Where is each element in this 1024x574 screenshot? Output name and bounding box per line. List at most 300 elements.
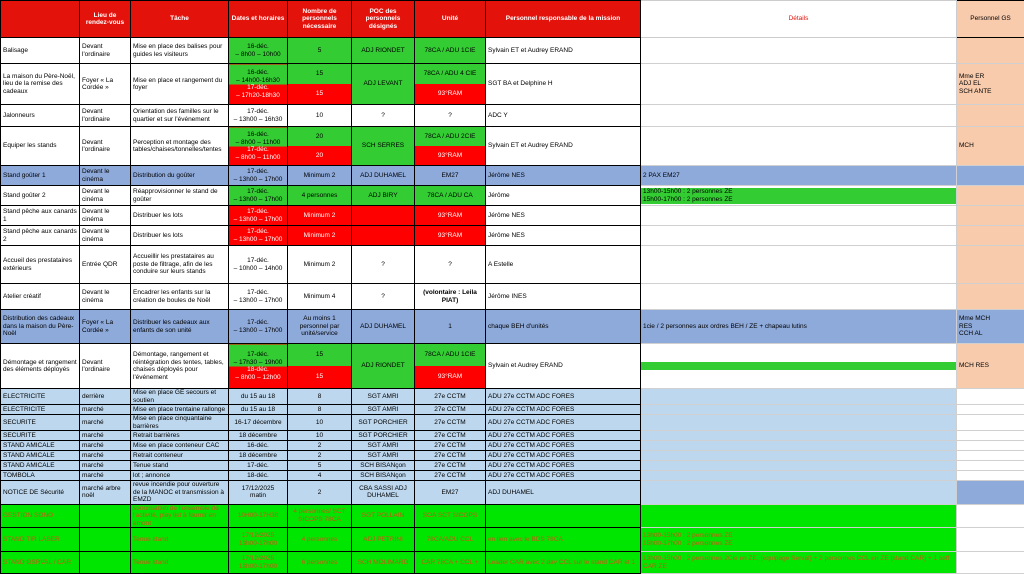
cell-unite[interactable]: ? (415, 246, 486, 284)
header-poc: POC des personnels désignés (352, 1, 415, 38)
cell-poc[interactable]: SCH SERRES (352, 127, 415, 166)
cell-dates[interactable] (229, 127, 288, 166)
cell-lieu[interactable]: Devant l'ordinaire (80, 127, 131, 166)
cell-dates[interactable] (229, 471, 288, 481)
cell-dates[interactable] (229, 441, 288, 451)
cell-dates[interactable] (229, 226, 288, 246)
cell-lieu[interactable]: marché (80, 405, 131, 415)
cell-tache[interactable]: Distribution du goûter (131, 166, 229, 186)
cell-personnel-gs[interactable] (957, 127, 1024, 166)
cell-poc[interactable]: ADJ RIONDET (352, 38, 415, 64)
date-line: 17-déc. (231, 84, 285, 92)
cell-unite[interactable]: 27e CCTM (415, 441, 486, 451)
cell-nombre[interactable]: 6 personnes (288, 552, 352, 574)
date-line: – 17h20-18h30 (231, 92, 285, 100)
date-line: 16-déc. (231, 442, 285, 450)
cell-nombre[interactable]: Minimum 2 (288, 206, 352, 226)
unite-part: 93°RAM (415, 84, 485, 104)
cell-lieu[interactable]: marché (80, 451, 131, 461)
date-line: 16-déc. (231, 131, 285, 139)
details-line (641, 406, 956, 414)
cell-mission-name[interactable]: Stand goûter 2 (1, 186, 80, 206)
cell-poc[interactable]: SCH MOLIMARD (352, 552, 415, 574)
date-line: 17-déc. (231, 168, 285, 176)
cell-dates[interactable] (229, 389, 288, 405)
cell-personnel-gs[interactable] (957, 504, 1024, 528)
details-line (641, 393, 956, 401)
cell-personnel-gs[interactable] (957, 552, 1024, 574)
header-name (1, 1, 80, 38)
cell-nombre[interactable] (288, 64, 352, 105)
cell-poc[interactable] (352, 226, 415, 246)
cell-details[interactable] (641, 441, 957, 451)
cell-mission-name[interactable]: STAND GSRVAL / CAR (1, 552, 80, 574)
cell-tache[interactable]: Retrait barrières (131, 431, 229, 441)
cell-mission-name[interactable]: Accueil des prestataires extérieurs (1, 246, 80, 284)
cell-details[interactable] (641, 504, 957, 528)
details-line: 15h00-17h00 : 2 personnes ZE (641, 540, 956, 548)
cell-personnel-gs[interactable] (957, 246, 1024, 284)
cell-lieu[interactable]: marché (80, 441, 131, 451)
cell-lieu[interactable]: Devant le cinéma (80, 284, 131, 310)
cell-responsable[interactable]: ADU 27e CCTM ADC FORES (486, 461, 641, 471)
cell-personnel-gs[interactable] (957, 226, 1024, 246)
table-row (1, 127, 1024, 166)
cell-tache[interactable]: Mise en place et rangement du foyer (131, 64, 229, 105)
date-line: 17/12/2025 (231, 485, 285, 493)
details-line: 15h00-17h00 : 2 personnes ZE (641, 196, 956, 204)
cell-responsable[interactable]: SGT BA et Delphine H (486, 64, 641, 105)
cell-details[interactable] (641, 310, 957, 344)
cell-poc[interactable]: SGT POLLAIN (352, 504, 415, 528)
details-line (641, 432, 956, 440)
cell-responsable[interactable]: ADU 27e CCTM ADC FORES (486, 415, 641, 431)
cell-personnel-gs[interactable] (957, 441, 1024, 451)
cell-mission-name[interactable]: Atelier créatif (1, 284, 80, 310)
cell-unite[interactable]: EM27 (415, 166, 486, 186)
cell-nombre[interactable]: 2 (288, 451, 352, 461)
cell-details[interactable] (641, 206, 957, 226)
cell-details[interactable] (641, 481, 957, 505)
cell-lieu[interactable]: marché (80, 415, 131, 431)
table-row (1, 105, 1024, 127)
cell-details[interactable] (641, 451, 957, 461)
details-line (641, 488, 956, 496)
cell-unite[interactable]: 93°RAM (415, 226, 486, 246)
header-nombre: Nombre de personnels nécessaire (288, 1, 352, 38)
cell-unite[interactable]: 78CA / ADU CA (415, 186, 486, 206)
header-unite: Unité (415, 1, 486, 38)
nombre-part: 15 (288, 366, 351, 388)
cell-tache[interactable]: Encadrer les enfants sur la création de boules de Noël (131, 284, 229, 310)
cell-tache[interactable]: Mise en place GE secours et soutien (131, 389, 229, 405)
cell-nombre[interactable]: 10 (288, 415, 352, 431)
cell-responsable[interactable] (486, 504, 641, 528)
cell-mission-name[interactable]: GESTION SONO (1, 504, 80, 528)
table-row (1, 451, 1024, 461)
cell-nombre[interactable] (288, 127, 352, 166)
gs-line: MCH RES (959, 362, 1022, 370)
cell-personnel-gs[interactable] (957, 431, 1024, 441)
cell-tache[interactable]: Tenue stand (131, 528, 229, 552)
cell-tache[interactable]: revue incendie pour ouverture de la MANOC et transmission à EMZD (131, 481, 229, 505)
cell-lieu[interactable]: Devant le cinéma (80, 206, 131, 226)
cell-dates[interactable] (229, 246, 288, 284)
cell-mission-name[interactable]: Balisage (1, 38, 80, 64)
cell-tache[interactable]: Mise en place trentaine rallonge (131, 405, 229, 415)
cell-tache[interactable]: Mise en place cinquantaine barrières (131, 415, 229, 431)
cell-unite[interactable]: 1 (415, 310, 486, 344)
cell-nombre[interactable]: 10 (288, 105, 352, 127)
details-line (641, 112, 956, 120)
cell-tache[interactable]: Perception et montage des tables/chaises/tonnelles/tentes (131, 127, 229, 166)
cell-unite[interactable]: SOA SCT SICOPS (415, 504, 486, 528)
cell-tache[interactable]: Réapprovisionner le stand de goûter (131, 186, 229, 206)
cell-dates[interactable] (229, 166, 288, 186)
cell-dates[interactable] (229, 461, 288, 471)
cell-dates[interactable] (229, 344, 288, 389)
cell-personnel-gs[interactable] (957, 166, 1024, 186)
date-line: – 14h00-16h30 (231, 77, 285, 85)
cell-nombre[interactable]: Au moins 1 personnel par unité/service (288, 310, 352, 344)
cell-unite[interactable]: ? (415, 105, 486, 127)
table-row (1, 504, 1024, 528)
cell-details[interactable] (641, 226, 957, 246)
cell-tache[interactable]: sonorisation de l'ensemble de l'activité, play list à fournir en amont (131, 504, 229, 528)
cell-lieu[interactable]: Devant l'ordinaire (80, 105, 131, 127)
cell-mission-name[interactable]: Stand pêche aux canards 1 (1, 206, 80, 226)
cell-unite[interactable] (415, 344, 486, 389)
cell-details[interactable] (641, 389, 957, 405)
cell-nombre[interactable]: 5 (288, 38, 352, 64)
cell-mission-name[interactable]: ELECTRICITE (1, 389, 80, 405)
cell-details[interactable] (641, 284, 957, 310)
cell-poc[interactable]: SCH BISANçon (352, 461, 415, 471)
cell-mission-name[interactable]: Distribution des cadeaux dans la maison du Père-Noël (1, 310, 80, 344)
date-line: 16-17 décembre (231, 419, 285, 427)
cell-lieu[interactable]: Devant le cinéma (80, 186, 131, 206)
cell-details[interactable] (641, 415, 957, 431)
date-line: 18-déc. (231, 472, 285, 480)
cell-nombre[interactable]: Minimum 2 (288, 246, 352, 284)
cell-poc[interactable]: ADJ PETRINI (352, 528, 415, 552)
cell-nombre[interactable]: 5 (288, 461, 352, 471)
cell-poc[interactable]: ADJ LEVANT (352, 64, 415, 105)
cell-mission-name[interactable]: La maison du Père-Noël, lieu de la remise des cadeaux (1, 64, 80, 105)
cell-dates[interactable] (229, 284, 288, 310)
cell-unite[interactable] (415, 127, 486, 166)
gs-line: Mme ER (959, 73, 1022, 81)
cell-unite[interactable]: 78CA/ADU CCL (415, 528, 486, 552)
cell-tache[interactable]: Tenue stand (131, 461, 229, 471)
table-row (1, 552, 1024, 574)
cell-nombre[interactable]: Minimum 2 (288, 166, 352, 186)
cell-personnel-gs[interactable] (957, 38, 1024, 64)
details-line (641, 419, 956, 427)
cell-lieu[interactable]: Devant l'ordinaire (80, 38, 131, 64)
cell-responsable[interactable]: ADU 27e CCTM ADC FORES (486, 451, 641, 461)
cell-poc[interactable]: ? (352, 246, 415, 284)
date-line: 13h00-17h00 (231, 563, 285, 571)
cell-dates[interactable] (229, 105, 288, 127)
cell-responsable[interactable]: ADU 27e CCTM ADC FORES (486, 441, 641, 451)
cell-nombre[interactable]: 4 personnes (288, 528, 352, 552)
cell-nombre[interactable]: 2 (288, 441, 352, 451)
cell-tache[interactable]: Tenue stand (131, 552, 229, 574)
cell-tache[interactable]: Mise en place des balises pour guides les visiteurs (131, 38, 229, 64)
cell-poc[interactable]: ADJ DUHAMEL (352, 166, 415, 186)
cell-details[interactable] (641, 246, 957, 284)
cell-details[interactable] (641, 64, 957, 105)
cell-poc[interactable]: ADJ BIRY (352, 186, 415, 206)
gs-line: MCH (959, 142, 1022, 150)
header-personnel-gs: Personnel GS (957, 1, 1024, 38)
cell-mission-name[interactable]: STAND AMICALE (1, 461, 80, 471)
cell-mission-name[interactable]: Jalonneurs (1, 105, 80, 127)
cell-personnel-gs[interactable] (957, 461, 1024, 471)
table-row (1, 441, 1024, 451)
cell-tache[interactable]: Accueillir les prestataires au poste de filtrage, afin de les conduire sur leurs stands (131, 246, 229, 284)
cell-personnel-gs[interactable] (957, 415, 1024, 431)
cell-tache[interactable]: Distribuer les lots (131, 206, 229, 226)
cell-details[interactable] (641, 105, 957, 127)
cell-unite[interactable]: 27e CCTM (415, 451, 486, 461)
cell-details[interactable] (641, 405, 957, 415)
cell-personnel-gs[interactable] (957, 186, 1024, 206)
cell-lieu[interactable]: marché (80, 461, 131, 471)
cell-tache[interactable]: Mise en place conteneur CAC (131, 441, 229, 451)
cell-responsable[interactable]: chaque BEH d'unités (486, 310, 641, 344)
cell-details[interactable] (641, 552, 957, 574)
cell-dates[interactable] (229, 38, 288, 64)
cell-dates[interactable] (229, 504, 288, 528)
details-line (641, 80, 956, 88)
cell-responsable[interactable]: Jérôme (486, 186, 641, 206)
details-line (641, 442, 956, 450)
cell-mission-name[interactable]: Démontage et rangement des éléments déployés (1, 344, 80, 389)
date-line: du 15 au 18 (231, 393, 285, 401)
cell-nombre[interactable]: 10 (288, 431, 352, 441)
cell-mission-name[interactable]: STAND AMICALE (1, 451, 80, 461)
cell-lieu[interactable]: Entrée QDR (80, 246, 131, 284)
cell-responsable[interactable]: Jérôme NES (486, 206, 641, 226)
cell-unite[interactable]: CAR 78CA + CCL + (415, 552, 486, 574)
cell-mission-name[interactable]: Stand goûter 1 (1, 166, 80, 186)
cell-details[interactable] (641, 186, 957, 206)
cell-personnel-gs[interactable] (957, 405, 1024, 415)
cell-personnel-gs[interactable] (957, 344, 1024, 389)
cell-personnel-gs[interactable] (957, 481, 1024, 505)
date-line: 17-déc. (231, 208, 285, 216)
nombre-part: 15 (288, 344, 351, 366)
cell-lieu[interactable]: marché arbre noël (80, 481, 131, 505)
unite-part: 78CA / ADU 1CIE (415, 344, 485, 366)
details-line (641, 47, 956, 55)
cell-responsable[interactable]: en lien avec le BDS 78CA (486, 528, 641, 552)
header-dates: Dates et horaires (229, 1, 288, 38)
cell-nombre[interactable]: 4 personnes/ SCT SICOPS 78CA (288, 504, 352, 528)
gs-line: CCH AL (959, 330, 1022, 338)
cell-lieu[interactable]: Foyer « La Cordée » (80, 64, 131, 105)
cell-nombre[interactable]: 4 (288, 471, 352, 481)
cell-mission-name[interactable]: TOMBOLA (1, 471, 80, 481)
cell-dates[interactable] (229, 206, 288, 226)
cell-poc[interactable]: SGT AMRI (352, 441, 415, 451)
cell-dates[interactable] (229, 481, 288, 505)
cell-dates[interactable] (229, 552, 288, 574)
cell-nombre[interactable] (288, 344, 352, 389)
cell-tache[interactable]: lot ; annonce (131, 471, 229, 481)
cell-dates[interactable] (229, 431, 288, 441)
date-line: – 13h00 – 17h00 (231, 236, 285, 244)
header-lieu: Lieu de rendez-vous (80, 1, 131, 38)
cell-poc[interactable]: SGT AMRI (352, 389, 415, 405)
cell-responsable[interactable]: ADU 27e CCTM ADC FORES (486, 389, 641, 405)
cell-lieu[interactable] (80, 504, 131, 528)
cell-poc[interactable]: ? (352, 105, 415, 127)
date-line: – 8h00 – 11h00 (231, 139, 285, 147)
cell-lieu[interactable]: marché (80, 471, 131, 481)
cell-responsable[interactable]: ADC Y (486, 105, 641, 127)
cell-unite[interactable] (415, 64, 486, 105)
cell-lieu[interactable]: Devant le cinéma (80, 166, 131, 186)
cell-poc[interactable] (352, 206, 415, 226)
cell-tache[interactable]: Orientation des familles sur le quartier et sur l'événement (131, 105, 229, 127)
cell-personnel-gs[interactable] (957, 389, 1024, 405)
cell-details[interactable] (641, 471, 957, 481)
cell-nombre[interactable]: 2 (288, 481, 352, 505)
cell-lieu[interactable]: Devant le cinéma (80, 226, 131, 246)
cell-tache[interactable]: Démontage, rangement et réintégration des tentes, tables, chaises déployés pour l'événement (131, 344, 229, 389)
cell-poc[interactable]: ADJ RIONDET (352, 344, 415, 389)
cell-mission-name[interactable]: Equiper les stands (1, 127, 80, 166)
date-line: 17-déc. (231, 108, 285, 116)
cell-responsable[interactable]: Sylvain ET et Audrey ERAND (486, 38, 641, 64)
cell-responsable[interactable]: Jérôme NES (486, 226, 641, 246)
cell-details[interactable] (641, 166, 957, 186)
cell-personnel-gs[interactable] (957, 206, 1024, 226)
cell-unite[interactable]: 93°RAM (415, 206, 486, 226)
cell-poc[interactable]: SGT PORCHIER (352, 431, 415, 441)
cell-nombre[interactable]: Minimum 4 (288, 284, 352, 310)
table-row (1, 471, 1024, 481)
cell-nombre[interactable]: 8 (288, 389, 352, 405)
cell-tache[interactable]: Distribuer les cadeaux aux enfants de son unité (131, 310, 229, 344)
header-responsable: Personnel responsable de la mission (486, 1, 641, 38)
details-line (641, 293, 956, 301)
cell-responsable[interactable]: Sylvain ET et Audrey ERAND (486, 127, 641, 166)
date-line: 16-déc. (231, 69, 285, 77)
date-line: 17-déc. (231, 319, 285, 327)
cell-poc[interactable]: CBA SASSI ADJ DUHAMEL (352, 481, 415, 505)
cell-responsable[interactable]: Jérôme INES (486, 284, 641, 310)
cell-details[interactable] (641, 344, 957, 389)
cell-poc[interactable]: ADJ DUHAMEL (352, 310, 415, 344)
cell-personnel-gs[interactable] (957, 451, 1024, 461)
cell-mission-name[interactable]: STAND AMICALE (1, 441, 80, 451)
cell-lieu[interactable]: Devant l'ordinaire (80, 344, 131, 389)
cell-mission-name[interactable]: Stand pêche aux canards 2 (1, 226, 80, 246)
cell-unite[interactable]: 27e CCTM (415, 431, 486, 441)
cell-mission-name[interactable]: STAND TIR LASER (1, 528, 80, 552)
cell-unite[interactable]: 27e CCTM (415, 471, 486, 481)
table-row (1, 481, 1024, 505)
cell-responsable[interactable]: Leader CAR avec 2 dav CCL sur le stand CAR et 1 (486, 552, 641, 574)
cell-mission-name[interactable]: NOTICE DE Sécurité (1, 481, 80, 505)
cell-poc[interactable]: SGT AMRI (352, 405, 415, 415)
cell-responsable[interactable]: A Estelle (486, 246, 641, 284)
cell-responsable[interactable]: ADU 27e CCTM ADC FORES (486, 405, 641, 415)
cell-lieu[interactable]: Foyer « La Cordée » (80, 310, 131, 344)
cell-dates[interactable] (229, 310, 288, 344)
table-row (1, 226, 1024, 246)
cell-unite[interactable]: 27e CCTM (415, 405, 486, 415)
cell-dates[interactable] (229, 405, 288, 415)
cell-personnel-gs[interactable] (957, 310, 1024, 344)
cell-mission-name[interactable]: SECURITE (1, 415, 80, 431)
table-row (1, 344, 1024, 389)
cell-responsable[interactable]: Jérôme NES (486, 166, 641, 186)
cell-dates[interactable] (229, 415, 288, 431)
cell-dates[interactable] (229, 451, 288, 461)
cell-responsable[interactable]: ADU 27e CCTM ADC FORES (486, 471, 641, 481)
cell-responsable[interactable]: ADU 27e CCTM ADC FORES (486, 431, 641, 441)
cell-unite[interactable]: 27e CCTM (415, 389, 486, 405)
cell-unite[interactable]: EM27 (415, 481, 486, 505)
table-row (1, 64, 1024, 105)
cell-responsable[interactable]: ADJ DUHAMEL (486, 481, 641, 505)
cell-nombre[interactable]: Minimum 2 (288, 226, 352, 246)
cell-dates[interactable] (229, 64, 288, 105)
cell-mission-name[interactable]: SECURITE (1, 431, 80, 441)
cell-nombre[interactable]: 8 (288, 405, 352, 415)
cell-dates[interactable] (229, 186, 288, 206)
cell-tache[interactable]: Distribuer les lots (131, 226, 229, 246)
table-row (1, 38, 1024, 64)
cell-unite[interactable]: 27e CCTM (415, 415, 486, 431)
cell-personnel-gs[interactable] (957, 284, 1024, 310)
cell-lieu[interactable]: derrière (80, 389, 131, 405)
cell-poc[interactable]: SGT AMRI (352, 451, 415, 461)
date-line: – 8h00 – 11h00 (231, 154, 285, 162)
date-line: 17-déc. (231, 146, 285, 154)
details-line (641, 462, 956, 470)
details-line (641, 362, 956, 370)
cell-personnel-gs[interactable] (957, 64, 1024, 105)
cell-mission-name[interactable]: ELECTRICITE (1, 405, 80, 415)
cell-details[interactable] (641, 38, 957, 64)
cell-lieu[interactable]: marché (80, 431, 131, 441)
cell-unite[interactable]: 27e CCTM (415, 461, 486, 471)
cell-details[interactable] (641, 431, 957, 441)
cell-details[interactable] (641, 461, 957, 471)
cell-personnel-gs[interactable] (957, 471, 1024, 481)
cell-details[interactable] (641, 127, 957, 166)
cell-responsable[interactable]: Sylvain et Audrey ERAND (486, 344, 641, 389)
date-line: – 8h00 – 12h00 (231, 374, 285, 382)
cell-tache[interactable]: Retrait conteneur (131, 451, 229, 461)
cell-poc[interactable]: ? (352, 284, 415, 310)
cell-nombre[interactable]: 4 personnes (288, 186, 352, 206)
gs-line: Mme MCH (959, 315, 1022, 323)
cell-lieu[interactable] (80, 552, 131, 574)
cell-poc[interactable]: SCH BISANçon (352, 471, 415, 481)
header-details: Détails (641, 1, 957, 38)
cell-unite[interactable]: 78CA / ADU 1CIE (415, 38, 486, 64)
cell-unite[interactable]: (volontaire : Leila PIAT) (415, 284, 486, 310)
cell-poc[interactable]: SGT PORCHIER (352, 415, 415, 431)
cell-personnel-gs[interactable] (957, 105, 1024, 127)
